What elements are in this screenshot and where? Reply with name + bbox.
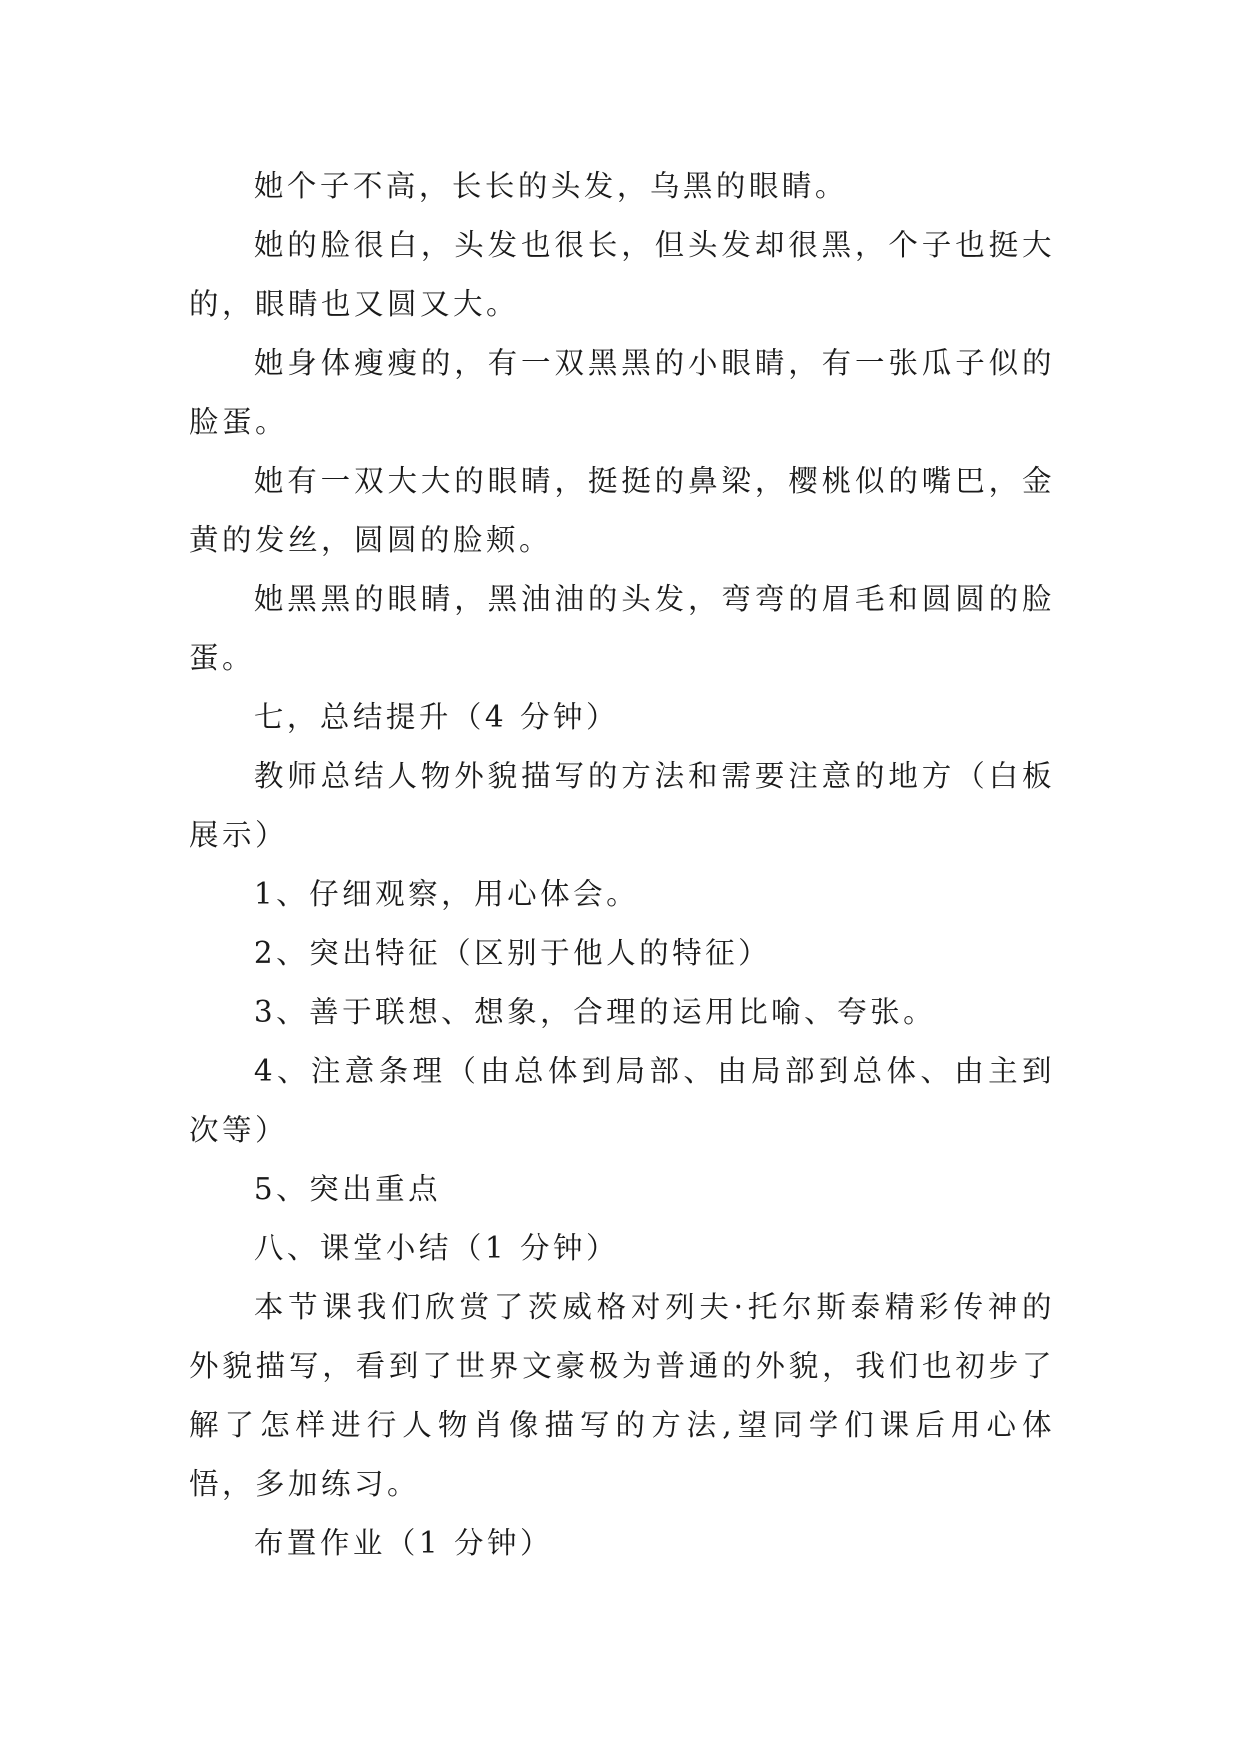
paragraph-1: 她个子不高，长长的头发，乌黑的眼睛。 (253, 169, 848, 203)
list-item-4: 4、注意条理（由总体到局部、由局部到总体、由主到次等） (189, 1054, 1055, 1147)
list-item-5: 5、突出重点 (253, 1172, 442, 1206)
list-item-2: 2、突出特征（区别于他人的特征） (253, 936, 772, 970)
paragraph-class-summary: 本节课我们欣赏了茨威格对列夫·托尔斯泰精彩传神的外貌描写，看到了世界文豪极为普通的外貌，我们也初步了解了怎样进行人物肖像描写的方法,望同学们课后用心体悟，多加练习。 (189, 1290, 1055, 1501)
section-heading-homework: 布置作业（1 分钟） (253, 1526, 554, 1560)
paragraph-3: 她身体瘦瘦的，有一双黑黑的小眼睛，有一张瓜子似的脸蛋。 (189, 346, 1055, 439)
list-item-1: 1、仔细观察，用心体会。 (253, 877, 640, 911)
section-heading-summary: 七，总结提升（4 分钟） (253, 700, 620, 734)
section-heading-class-summary: 八、课堂小结（1 分钟） (253, 1231, 620, 1265)
paragraph-2: 她的脸很白，头发也很长，但头发却很黑，个子也挺大的，眼睛也又圆又大。 (189, 228, 1055, 321)
text-column (189, 157, 1055, 1573)
paragraph-5: 她黑黑的眼睛，黑油油的头发，弯弯的眉毛和圆圆的脸蛋。 (189, 582, 1055, 675)
paragraph-4: 她有一双大大的眼睛，挺挺的鼻梁，樱桃似的嘴巴，金黄的发丝，圆圆的脸颊。 (189, 464, 1055, 557)
paragraph-teacher-summary: 教师总结人物外貌描写的方法和需要注意的地方（白板展示） (189, 759, 1055, 852)
list-item-3: 3、善于联想、想象，合理的运用比喻、夸张。 (253, 995, 937, 1029)
